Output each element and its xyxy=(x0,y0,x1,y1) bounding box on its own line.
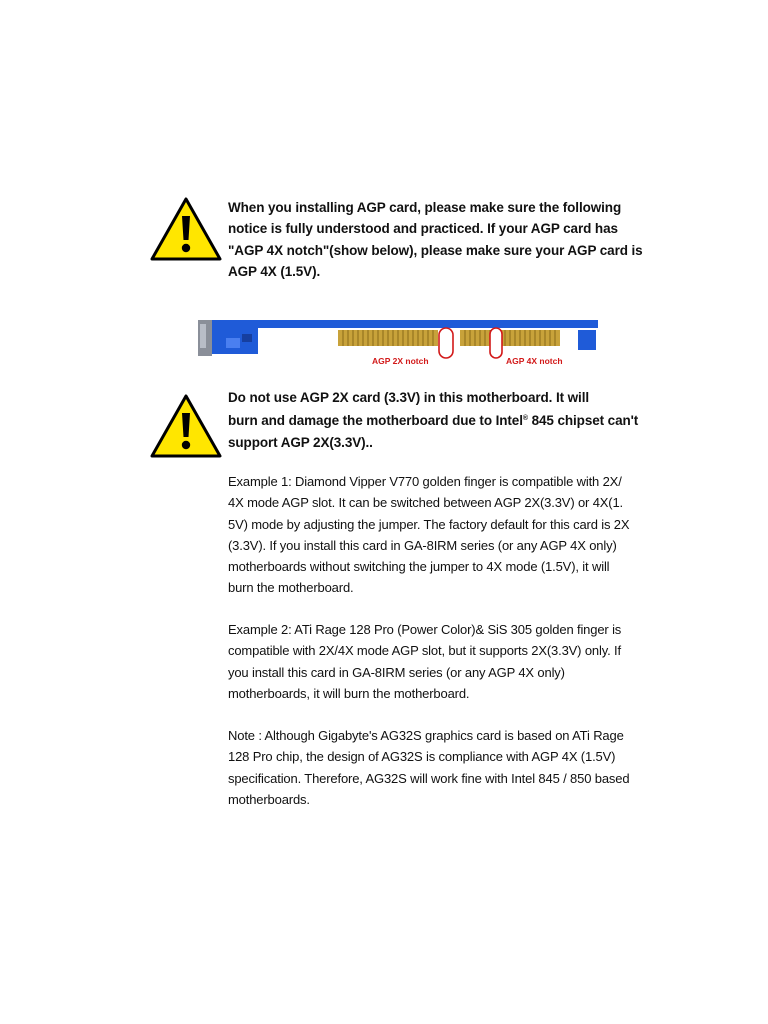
warning-2-text: 845 chipset can't xyxy=(527,413,639,429)
paragraph-line: motherboards, it will burn the motherboard. xyxy=(228,685,470,701)
paragraph-line: Note : Although Gigabyte's AG32S graphics card is based on ATi Rage xyxy=(228,728,624,743)
example-1-paragraph xyxy=(228,471,628,599)
paragraph-line: 4X mode AGP slot. It can be switched between AGP 2X(3.3V) or 4X(1. xyxy=(228,495,624,511)
warning-icon xyxy=(150,196,222,262)
paragraph-line: burn the motherboard. xyxy=(228,580,354,596)
paragraph-line: you install this card in GA-8IRM series (or any AGP 4X only) xyxy=(228,664,565,680)
paragraph-line: motherboards without switching the jumper to 4X mode (1.5V), it will xyxy=(228,559,610,575)
paragraph-line: (3.3V). If you install this card in GA-8IRM series (or any AGP 4X only) xyxy=(228,537,617,553)
agp-card-notch-figure xyxy=(198,320,598,372)
warning-2-text: burn and damage the motherboard due to Intel xyxy=(228,413,523,429)
warning-1-line: notice is fully understood and practiced. If your AGP card has xyxy=(228,221,618,237)
warning-notice-2 xyxy=(228,387,638,453)
agp-4x-notch xyxy=(490,328,502,358)
example-2-paragraph xyxy=(228,619,628,704)
registered-mark: ® xyxy=(522,415,528,423)
warning-icon xyxy=(150,393,222,459)
paragraph-line: Example 2: ATi Rage 128 Pro (Power Color)& SiS 305 golden finger is xyxy=(228,622,622,637)
warning-2-line xyxy=(228,408,638,431)
warning-2-line: support AGP 2X(3.3V).. xyxy=(228,434,373,450)
paragraph-line: motherboards. xyxy=(228,791,310,807)
note-paragraph xyxy=(228,725,628,810)
warning-2-line: Do not use AGP 2X card (3.3V) in this motherboard. It will xyxy=(228,390,590,405)
warning-notice-1 xyxy=(228,197,643,282)
agp-2x-notch xyxy=(439,328,453,358)
agp-4x-notch-label: AGP 4X notch xyxy=(506,356,563,366)
agp-2x-notch-label: AGP 2X notch xyxy=(372,356,429,366)
paragraph-line: 128 Pro chip, the design of AG32S is compliance with AGP 4X (1.5V) xyxy=(228,749,616,765)
paragraph-line: specification. Therefore, AG32S will work fine with Intel 845 / 850 based xyxy=(228,770,630,786)
warning-1-line: AGP 4X (1.5V). xyxy=(228,263,321,279)
warning-1-line: "AGP 4X notch"(show below), please make sure your AGP card is xyxy=(228,242,643,258)
paragraph-line: compatible with 2X/4X mode AGP slot, but it supports 2X(3.3V) only. If xyxy=(228,643,621,659)
warning-1-line: When you installing AGP card, please make sure the following xyxy=(228,200,622,215)
paragraph-line: Example 1: Diamond Vipper V770 golden finger is compatible with 2X/ xyxy=(228,474,622,489)
paragraph-line: 5V) mode by adjusting the jumper. The factory default for this card is 2X xyxy=(228,516,630,532)
